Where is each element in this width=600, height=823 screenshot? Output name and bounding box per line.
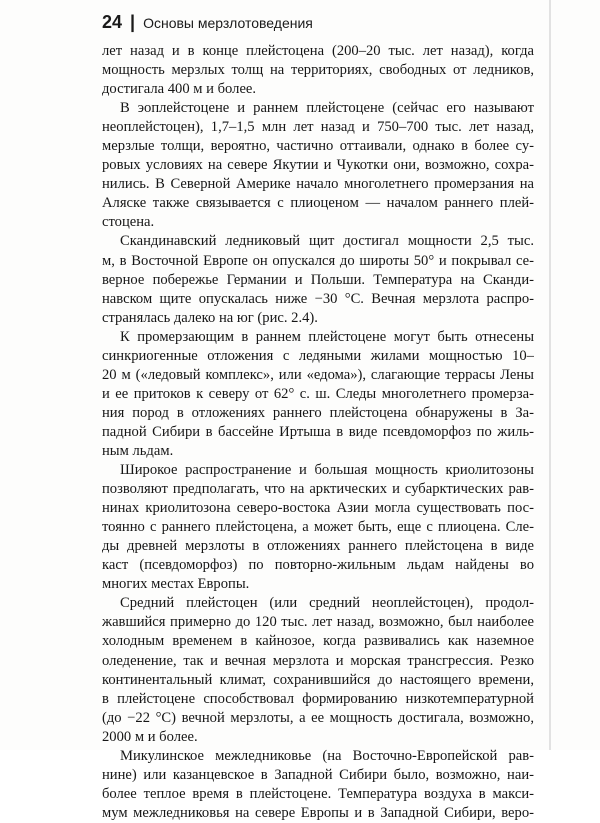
- paragraph: [102, 594, 534, 746]
- body-text: [102, 42, 534, 823]
- text-line: м, в Восточной Европе он опускался до широты 50° и покрывал се-: [102, 252, 534, 269]
- text-line: Микулинское межледниковье (на Восточно-Европейской рав-: [120, 747, 534, 764]
- text-line: синкриогенные отложения с ледяными жилами мощностью 10–: [102, 347, 534, 364]
- text-line: мерзлые толщи, вероятно, частично оттаивали, однако в более су-: [102, 138, 534, 155]
- text-line: навском щите опускалась ниже −30 °С. Вечная мерзлота распро-: [102, 290, 534, 307]
- running-header: [102, 12, 313, 34]
- text-line: и ее притоков к северу от 62° с. ш. Следы многолетнего промерза-: [102, 385, 534, 402]
- text-line: многих местах Европы.: [102, 576, 250, 593]
- text-line: 2000 м и более.: [102, 728, 198, 745]
- page-number: 24: [102, 12, 123, 32]
- text-line: каст (псевдоморфоз) по повторно-жильным льдам найдены во: [102, 557, 534, 574]
- text-line: нились. В Северной Америке начало многолетнего промерзания на: [102, 176, 534, 193]
- text-line: континентальный климат, сохранившийся до настоящего времени,: [102, 671, 534, 688]
- page-edge-shadow: [549, 0, 551, 750]
- running-title: Основы мерзлотоведения: [143, 15, 313, 31]
- text-line: Аляске также связывается с плиоценом — началом раннего плей-: [102, 195, 534, 212]
- text-line: верное побережье Германии и Польши. Температура на Сканди-: [102, 271, 534, 288]
- header-separator: |: [130, 12, 136, 32]
- text-line: нинах криолитозона северо-востока Азии могла существовать пос-: [102, 500, 534, 517]
- paragraph: [102, 99, 534, 232]
- paragraph: [102, 328, 534, 461]
- text-line: мум межледниковья на севере Европы и в Западной Сибири, веро-: [102, 804, 534, 821]
- text-line: ды древней мерзлоты в отложениях раннего плейстоцена в виде: [102, 538, 534, 555]
- text-line: достигала 400 м и более.: [102, 81, 257, 98]
- text-line: стоцена.: [102, 214, 155, 231]
- text-line: более теплое время в плейстоцене. Температура воздуха в макси-: [102, 785, 534, 802]
- paragraph: [102, 232, 534, 327]
- paragraph: [102, 747, 534, 823]
- text-line: холодным временем в кайнозое, когда развивались как наземное: [102, 633, 534, 650]
- text-line: в плейстоцене способствовал формированию низкотемпературной: [102, 690, 534, 707]
- text-line: В эоплейстоцене и раннем плейстоцене (сейчас его называют: [120, 100, 534, 117]
- text-line: К промерзающим в раннем плейстоцене могут быть отнесены: [120, 328, 534, 345]
- text-line: Скандинавский ледниковый щит достигал мощности 2,5 тыс.: [120, 233, 534, 250]
- text-line: жавшийся примерно до 120 тыс. лет назад, возможно, был наиболее: [102, 614, 534, 631]
- text-line: (до −22 °С) вечной мерзлоты, а ее мощность достигала, возможно,: [102, 709, 534, 726]
- paragraph: [102, 42, 534, 99]
- text-line: ровых условиях на севере Якутии и Чукотки они, возможно, сохра-: [102, 157, 534, 174]
- text-line: позволяют предполагать, что на арктических и субарктических рав-: [102, 481, 534, 498]
- text-line: падной Сибири в бассейне Иртыша в виде псевдоморфоз по жиль-: [102, 423, 534, 440]
- text-line: тоянно с раннего плейстоцена, а может быть, еще с плиоцена. Сле-: [102, 519, 534, 536]
- text-line: 20 м («ледовый комплекс», или «едома»), слагающие террасы Лены: [102, 366, 534, 383]
- text-line: Широкое распространение и большая мощность криолитозоны: [120, 462, 534, 479]
- text-line: Средний плейстоцен (или средний неоплейстоцен), продол-: [120, 595, 534, 612]
- text-line: странялась далеко на юг (рис. 2.4).: [102, 309, 318, 326]
- text-line: неоплейстоцен), 1,7–1,5 млн лет назад и 750–700 тыс. лет назад,: [102, 119, 534, 136]
- paragraph: [102, 461, 534, 594]
- text-line: лет назад и в конце плейстоцена (200–20 тыс. лет назад), когда: [102, 43, 534, 59]
- text-line: оледенение, так и вечная мерзлота и морская трансгрессия. Резко: [102, 652, 534, 669]
- text-line: ния пород в отложениях раннего плейстоцена обнаружены в За-: [102, 404, 534, 421]
- text-line: ным льдам.: [102, 442, 174, 459]
- text-line: мощность мерзлых толщ на территориях, свободных от ледников,: [102, 62, 534, 79]
- text-line: нине) или казанцевское в Западной Сибири было, возможно, наи-: [102, 766, 534, 783]
